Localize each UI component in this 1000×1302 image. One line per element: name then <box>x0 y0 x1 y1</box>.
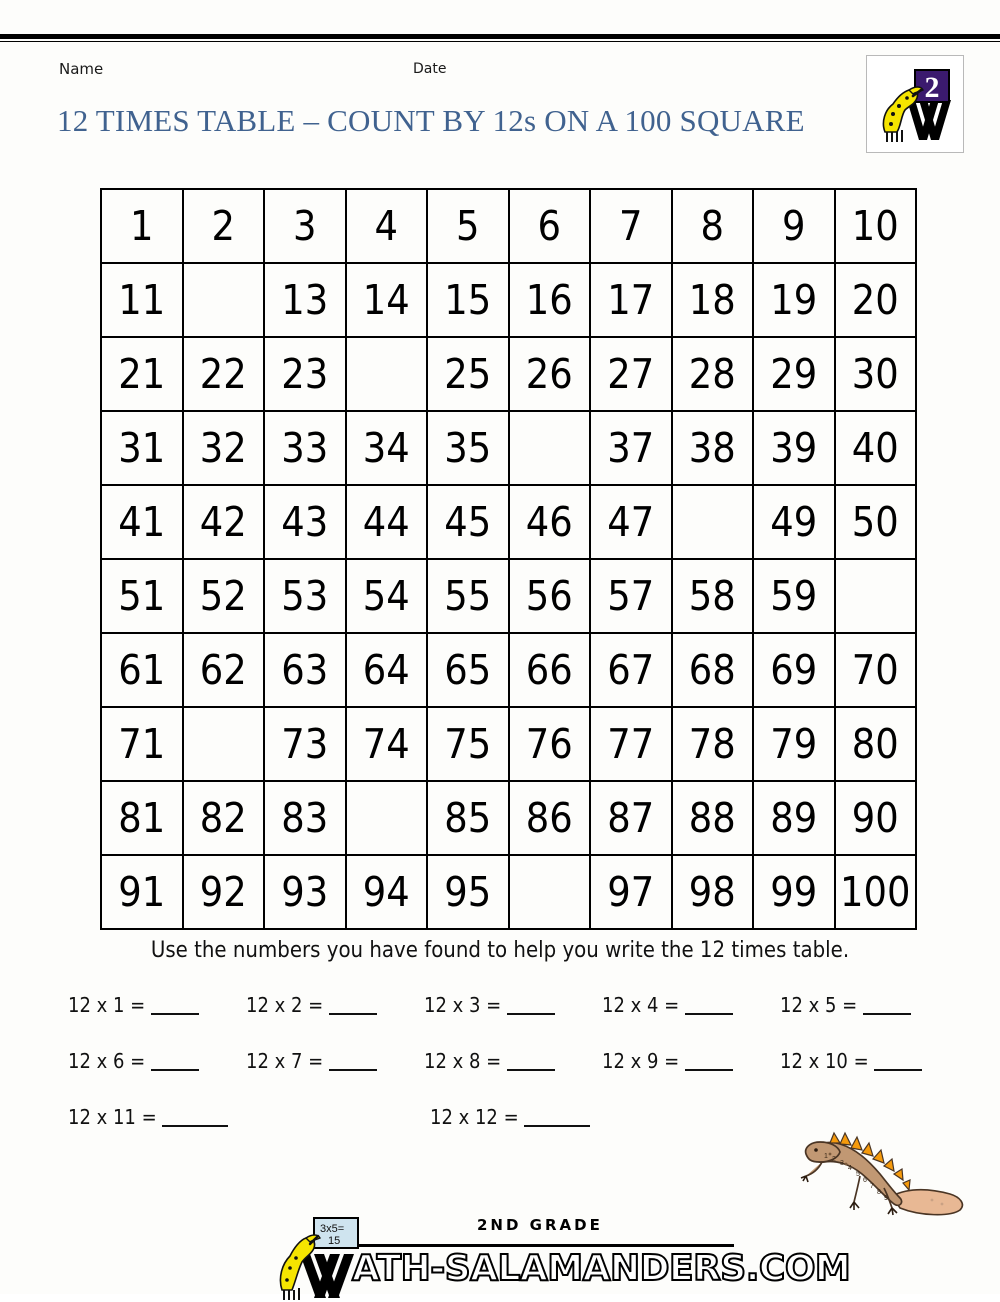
answer-blank[interactable] <box>151 1013 199 1015</box>
equation-item <box>68 1105 430 1129</box>
grid-cell[interactable]: 11 <box>101 263 183 337</box>
grid-cell[interactable]: 69 <box>753 633 835 707</box>
svg-text:3x5=: 3x5= <box>320 1223 345 1235</box>
answer-blank[interactable] <box>507 1013 555 1015</box>
equation-item <box>246 993 424 1017</box>
grid-cell[interactable]: 88 <box>672 781 754 855</box>
table-row <box>101 781 916 855</box>
grid-cell[interactable]: 19 <box>753 263 835 337</box>
grid-cell[interactable]: 70 <box>835 633 917 707</box>
grid-cell[interactable]: 91 <box>101 855 183 929</box>
grid-cell[interactable]: 42 <box>183 485 265 559</box>
grid-cell[interactable]: 79 <box>753 707 835 781</box>
equation-item <box>780 1049 958 1073</box>
grid-cell[interactable]: 73 <box>264 707 346 781</box>
equation-item <box>246 1049 424 1073</box>
grid-cell[interactable]: 83 <box>264 781 346 855</box>
equation-item <box>602 993 780 1017</box>
equation-item <box>68 1049 246 1073</box>
grid-cell[interactable]: 85 <box>427 781 509 855</box>
grid-cell[interactable]: 97 <box>590 855 672 929</box>
grid-cell[interactable]: 6 <box>509 189 591 263</box>
grid-cell[interactable]: 22 <box>183 337 265 411</box>
grid-cell[interactable]: 8 <box>672 189 754 263</box>
grid-cell[interactable]: 9 <box>753 189 835 263</box>
grid-cell[interactable]: 93 <box>264 855 346 929</box>
grid-cell[interactable]: 55 <box>427 559 509 633</box>
grid-cell[interactable]: 53 <box>264 559 346 633</box>
grid-cell[interactable]: 17 <box>590 263 672 337</box>
answer-blank[interactable] <box>685 1013 733 1015</box>
grid-cell[interactable]: 87 <box>590 781 672 855</box>
svg-text:2: 2 <box>832 1156 836 1163</box>
salamander-illustration-icon <box>800 1118 990 1223</box>
grid-cell[interactable]: 95 <box>427 855 509 929</box>
grid-cell-blank[interactable] <box>183 263 265 337</box>
equation-label: 12 x 7 = <box>246 1049 329 1073</box>
grid-cell[interactable]: 59 <box>753 559 835 633</box>
answer-blank[interactable] <box>524 1125 590 1127</box>
grid-cell[interactable]: 90 <box>835 781 917 855</box>
footer-divider <box>358 1244 734 1247</box>
answer-blank[interactable] <box>863 1013 911 1015</box>
grid-cell[interactable]: 39 <box>753 411 835 485</box>
svg-text:3: 3 <box>840 1160 844 1167</box>
equation-label: 12 x 8 = <box>424 1049 507 1073</box>
equation-label: 12 x 12 = <box>430 1105 525 1129</box>
grid-cell[interactable]: 18 <box>672 263 754 337</box>
svg-text:8: 8 <box>877 1189 881 1196</box>
svg-text:2: 2 <box>924 71 940 104</box>
table-row <box>101 707 916 781</box>
grid-cell[interactable]: 16 <box>509 263 591 337</box>
grid-cell[interactable]: 13 <box>264 263 346 337</box>
grid-cell-blank[interactable] <box>509 411 591 485</box>
table-row <box>101 485 916 559</box>
grid-cell-blank[interactable] <box>346 781 428 855</box>
equation-item <box>430 1105 792 1129</box>
grid-cell[interactable]: 29 <box>753 337 835 411</box>
grid-cell[interactable]: 46 <box>509 485 591 559</box>
grid-cell[interactable]: 15 <box>427 263 509 337</box>
instruction-text: Use the numbers you have found to help you write the 12 times table. <box>150 938 850 963</box>
answer-blank[interactable] <box>162 1125 228 1127</box>
math-salamanders-footer-logo <box>272 1196 851 1292</box>
svg-text:4: 4 <box>848 1165 852 1172</box>
grid-cell[interactable]: 52 <box>183 559 265 633</box>
grid-cell[interactable]: 25 <box>427 337 509 411</box>
grid-cell[interactable]: 27 <box>590 337 672 411</box>
grid-cell[interactable]: 41 <box>101 485 183 559</box>
grid-cell[interactable]: 28 <box>672 337 754 411</box>
date-label: Date <box>413 61 447 77</box>
grid-cell[interactable]: 40 <box>835 411 917 485</box>
grid-cell[interactable]: 1 <box>101 189 183 263</box>
answer-blank[interactable] <box>329 1013 377 1015</box>
grid-cell[interactable]: 77 <box>590 707 672 781</box>
table-row <box>101 559 916 633</box>
grid-cell[interactable]: 66 <box>509 633 591 707</box>
equation-item <box>424 993 602 1017</box>
equation-row <box>68 993 958 1049</box>
grid-cell[interactable]: 94 <box>346 855 428 929</box>
salamander-svg <box>800 1118 990 1223</box>
grid-cell[interactable]: 51 <box>101 559 183 633</box>
footer-grade-label: 2ND GRADE <box>477 1216 603 1234</box>
equation-item <box>424 1049 602 1073</box>
grid-cell[interactable]: 82 <box>183 781 265 855</box>
grid-cell[interactable]: 54 <box>346 559 428 633</box>
grid-cell[interactable]: 78 <box>672 707 754 781</box>
svg-text:5: 5 <box>856 1171 860 1178</box>
math-salamanders-grade-logo-icon <box>866 55 964 153</box>
table-row <box>101 337 916 411</box>
svg-text:15: 15 <box>328 1235 341 1247</box>
grid-cell[interactable]: 99 <box>753 855 835 929</box>
grid-cell[interactable]: 68 <box>672 633 754 707</box>
grid-cell-blank[interactable] <box>672 485 754 559</box>
grid-cell[interactable]: 44 <box>346 485 428 559</box>
table-row <box>101 633 916 707</box>
equation-label: 12 x 9 = <box>602 1049 685 1073</box>
page-top-rule <box>0 34 1000 39</box>
table-row <box>101 855 916 929</box>
grid-cell-blank[interactable] <box>346 337 428 411</box>
grid-cell[interactable]: 47 <box>590 485 672 559</box>
equation-label: 12 x 3 = <box>424 993 507 1017</box>
grid-cell[interactable]: 33 <box>264 411 346 485</box>
hundred-square-body <box>101 189 916 929</box>
grid-cell[interactable]: 35 <box>427 411 509 485</box>
page-top-rule-thin <box>0 41 1000 42</box>
grid-cell[interactable]: 80 <box>835 707 917 781</box>
svg-text:6: 6 <box>863 1177 867 1184</box>
grid-cell[interactable]: 21 <box>101 337 183 411</box>
grid-cell[interactable]: 20 <box>835 263 917 337</box>
grid-cell[interactable]: 50 <box>835 485 917 559</box>
hundred-square-grid <box>100 188 911 916</box>
svg-text:9: 9 <box>884 1195 888 1202</box>
grid-cell[interactable]: 98 <box>672 855 754 929</box>
grid-cell[interactable]: 67 <box>590 633 672 707</box>
grid-cell[interactable]: 86 <box>509 781 591 855</box>
equation-item <box>780 993 958 1017</box>
grid-cell[interactable]: 7 <box>590 189 672 263</box>
grid-cell[interactable]: 32 <box>183 411 265 485</box>
grid-cell[interactable]: 61 <box>101 633 183 707</box>
equation-label: 12 x 6 = <box>68 1049 151 1073</box>
grid-cell[interactable]: 37 <box>590 411 672 485</box>
grid-cell[interactable]: 26 <box>509 337 591 411</box>
page-title: 12 TIMES TABLE – COUNT BY 12s ON A 100 SQUARE <box>57 103 805 138</box>
grid-cell[interactable]: 65 <box>427 633 509 707</box>
equation-label: 12 x 2 = <box>246 993 329 1017</box>
equation-item <box>68 993 246 1017</box>
grid-cell[interactable]: 23 <box>264 337 346 411</box>
grid-cell[interactable]: 38 <box>672 411 754 485</box>
grid-cell[interactable]: 3 <box>264 189 346 263</box>
grade-logo-svg <box>867 56 963 152</box>
grid-cell[interactable]: 76 <box>509 707 591 781</box>
footer-domain-label: ATH-SALAMANDERS.COM <box>352 1248 851 1289</box>
table-row <box>101 189 916 263</box>
grid-cell[interactable]: 74 <box>346 707 428 781</box>
equation-item <box>602 1049 780 1073</box>
grid-cell[interactable]: 75 <box>427 707 509 781</box>
svg-text:1: 1 <box>824 1153 828 1160</box>
grid-cell[interactable]: 100 <box>835 855 917 929</box>
answer-blank[interactable] <box>329 1069 377 1071</box>
table-row <box>101 263 916 337</box>
svg-text:7: 7 <box>870 1183 874 1190</box>
grid-cell[interactable]: 4 <box>346 189 428 263</box>
grid-cell[interactable]: 43 <box>264 485 346 559</box>
grid-cell[interactable]: 30 <box>835 337 917 411</box>
grid-cell[interactable]: 89 <box>753 781 835 855</box>
grid-cell[interactable]: 92 <box>183 855 265 929</box>
grid-cell[interactable]: 5 <box>427 189 509 263</box>
grid-cell[interactable]: 10 <box>835 189 917 263</box>
grid-cell[interactable]: 58 <box>672 559 754 633</box>
equation-label: 12 x 1 = <box>68 993 151 1017</box>
grid-cell[interactable]: 2 <box>183 189 265 263</box>
grid-cell[interactable]: 64 <box>346 633 428 707</box>
grid-cell[interactable]: 81 <box>101 781 183 855</box>
table-row <box>101 411 916 485</box>
grid-cell[interactable]: 62 <box>183 633 265 707</box>
grid-cell-blank[interactable] <box>835 559 917 633</box>
grid-cell[interactable]: 63 <box>264 633 346 707</box>
equation-label: 12 x 11 = <box>68 1105 163 1129</box>
equation-row <box>68 1049 958 1105</box>
grid-cell[interactable]: 49 <box>753 485 835 559</box>
grid-cell-blank[interactable] <box>509 855 591 929</box>
equation-label: 12 x 5 = <box>780 993 863 1017</box>
name-label: Name <box>59 60 104 78</box>
grid-cell-blank[interactable] <box>183 707 265 781</box>
answer-blank[interactable] <box>507 1069 555 1071</box>
grid-cell[interactable]: 31 <box>101 411 183 485</box>
grid-cell[interactable]: 34 <box>346 411 428 485</box>
grid-cell[interactable]: 57 <box>590 559 672 633</box>
answer-blank[interactable] <box>685 1069 733 1071</box>
equation-label: 12 x 10 = <box>780 1049 875 1073</box>
hundred-square-table <box>100 188 917 930</box>
answer-blank[interactable] <box>151 1069 199 1071</box>
answer-blank[interactable] <box>874 1069 922 1071</box>
grid-cell[interactable]: 45 <box>427 485 509 559</box>
grid-cell[interactable]: 14 <box>346 263 428 337</box>
grid-cell[interactable]: 56 <box>509 559 591 633</box>
grid-cell[interactable]: 71 <box>101 707 183 781</box>
equation-label: 12 x 4 = <box>602 993 685 1017</box>
